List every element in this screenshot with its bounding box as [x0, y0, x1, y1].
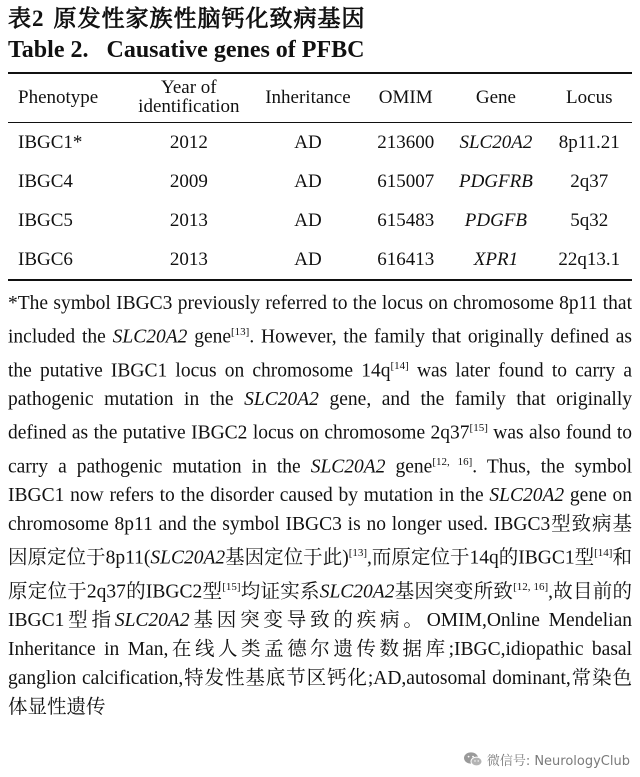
cell-phenotype: IBGC5 — [18, 209, 73, 231]
note-text: 均证实系 — [240, 581, 320, 602]
header-year: Year of identification — [138, 77, 240, 117]
title-cn — [8, 4, 632, 34]
citation-ref: [13] — [231, 326, 250, 338]
note-text: . Thus, the symbol IBGC1 now refers to the disorder caused by mutation in the — [8, 456, 633, 506]
table-footnote — [8, 289, 632, 722]
gene-name: SLC20A2 — [244, 389, 319, 410]
gene-name: SLC20A2 — [310, 456, 386, 477]
note-text: gene on chromosome 8p11 and the symbol IBGC3 is no longer used. IBGC3型致病基因原定位于8p11( — [8, 485, 632, 569]
header-omim: OMIM — [378, 86, 433, 108]
cell-omim: 615483 — [377, 209, 435, 231]
wechat-icon — [463, 751, 483, 768]
watermark-text: 微信号: NeurologyClub — [486, 754, 630, 769]
title-cn-label: 表2 — [8, 6, 45, 31]
cell-inheritance: AD — [294, 170, 322, 192]
header-gene: Gene — [475, 86, 516, 108]
title-en — [8, 34, 632, 66]
cell-year: 2012 — [169, 131, 208, 153]
cell-omim: 616413 — [377, 248, 435, 270]
gene-name: SLC20A2 — [319, 581, 395, 602]
note-text: *The symbol IBGC3 previously referred to the locus on chromosome 8p11 that included the — [8, 293, 632, 348]
cell-locus: 22q13.1 — [558, 248, 621, 270]
cell-year: 2013 — [169, 209, 208, 231]
gene-name: SLC20A2 — [112, 326, 188, 348]
title-en-label: Table 2. — [8, 37, 89, 63]
note-text: . However, the family that originally defined as the putative IBGC1 locus on chromosome 14q — [8, 326, 633, 381]
gene-name: SLC20A2 — [114, 610, 190, 631]
table-header-row — [8, 73, 632, 123]
citation-ref: [14] — [594, 547, 613, 559]
cell-locus: 2q37 — [570, 170, 609, 192]
note-text: 基因突变所致 — [394, 581, 514, 602]
note-text: ,而原定位于14q的IBGC1型 — [367, 547, 595, 569]
watermark — [463, 750, 630, 769]
note-text: 和原定位于2q37的IBGC2型 — [8, 547, 632, 602]
citation-ref: [13] — [348, 547, 368, 559]
header-phenotype: Phenotype — [18, 86, 99, 108]
note-text: was also found to carry a pathogenic mutation in the — [8, 422, 632, 477]
footnote-paragraph — [8, 289, 632, 722]
cell-inheritance: AD — [294, 209, 322, 231]
note-text: 基因定位于此) — [225, 547, 349, 569]
note-text: gene — [187, 326, 232, 348]
note-text: gene, and the family that originally defined as the putative IBGC2 locus on chromosome 2q37 — [8, 389, 633, 444]
gene-name: SLC20A2 — [150, 547, 226, 569]
citation-ref: [12, 16] — [513, 580, 549, 593]
cell-year: 2009 — [169, 170, 208, 192]
cell-omim: 615007 — [377, 170, 435, 192]
header-inheritance: Inheritance — [265, 86, 351, 108]
table-row — [8, 240, 632, 280]
document — [8, 4, 632, 722]
cell-inheritance: AD — [294, 248, 322, 270]
citation-ref: [12, 16] — [432, 455, 473, 468]
table-row — [8, 162, 632, 201]
cell-inheritance: AD — [294, 131, 322, 153]
cell-gene: XPR1 — [473, 248, 519, 270]
cell-year: 2013 — [169, 248, 208, 270]
cell-gene: PDGFB — [464, 209, 528, 231]
cell-locus: 8p11.21 — [558, 131, 620, 153]
header-locus: Locus — [566, 86, 613, 108]
cell-gene: PDGFRB — [458, 170, 533, 192]
cell-omim: 213600 — [377, 131, 435, 153]
cell-phenotype: IBGC6 — [18, 248, 73, 270]
title-cn-text: 原发性家族性脑钙化致病基因 — [53, 6, 366, 32]
citation-ref: [15] — [222, 580, 241, 593]
title-en-text: Causative genes of PFBC — [106, 37, 365, 63]
note-text: ,故目前的IBGC1型指 — [8, 581, 632, 631]
table-row — [8, 201, 632, 240]
note-text: gene — [385, 456, 433, 477]
note-text: 基因突变导致的疾病。OMIM,Online Mendelian Inheritance in Man,在线人类孟德尔遗传数据库;IBGC,idiopathic basal ganglion calcification,特发性基底节区钙化;AD,autosomal dominant,常染色体显性遗传 — [8, 610, 632, 718]
citation-ref: [14] — [390, 359, 409, 372]
table-row — [8, 123, 632, 163]
gene-name: SLC20A2 — [489, 485, 565, 506]
note-text: was later found to carry a pathogenic mutation in the — [8, 360, 632, 410]
cell-phenotype: IBGC4 — [18, 170, 73, 192]
cell-phenotype: IBGC1* — [18, 131, 83, 153]
cell-gene: SLC20A2 — [459, 131, 533, 153]
genes-table — [8, 72, 632, 281]
cell-locus: 5q32 — [570, 209, 609, 231]
citation-ref: [15] — [469, 422, 488, 434]
